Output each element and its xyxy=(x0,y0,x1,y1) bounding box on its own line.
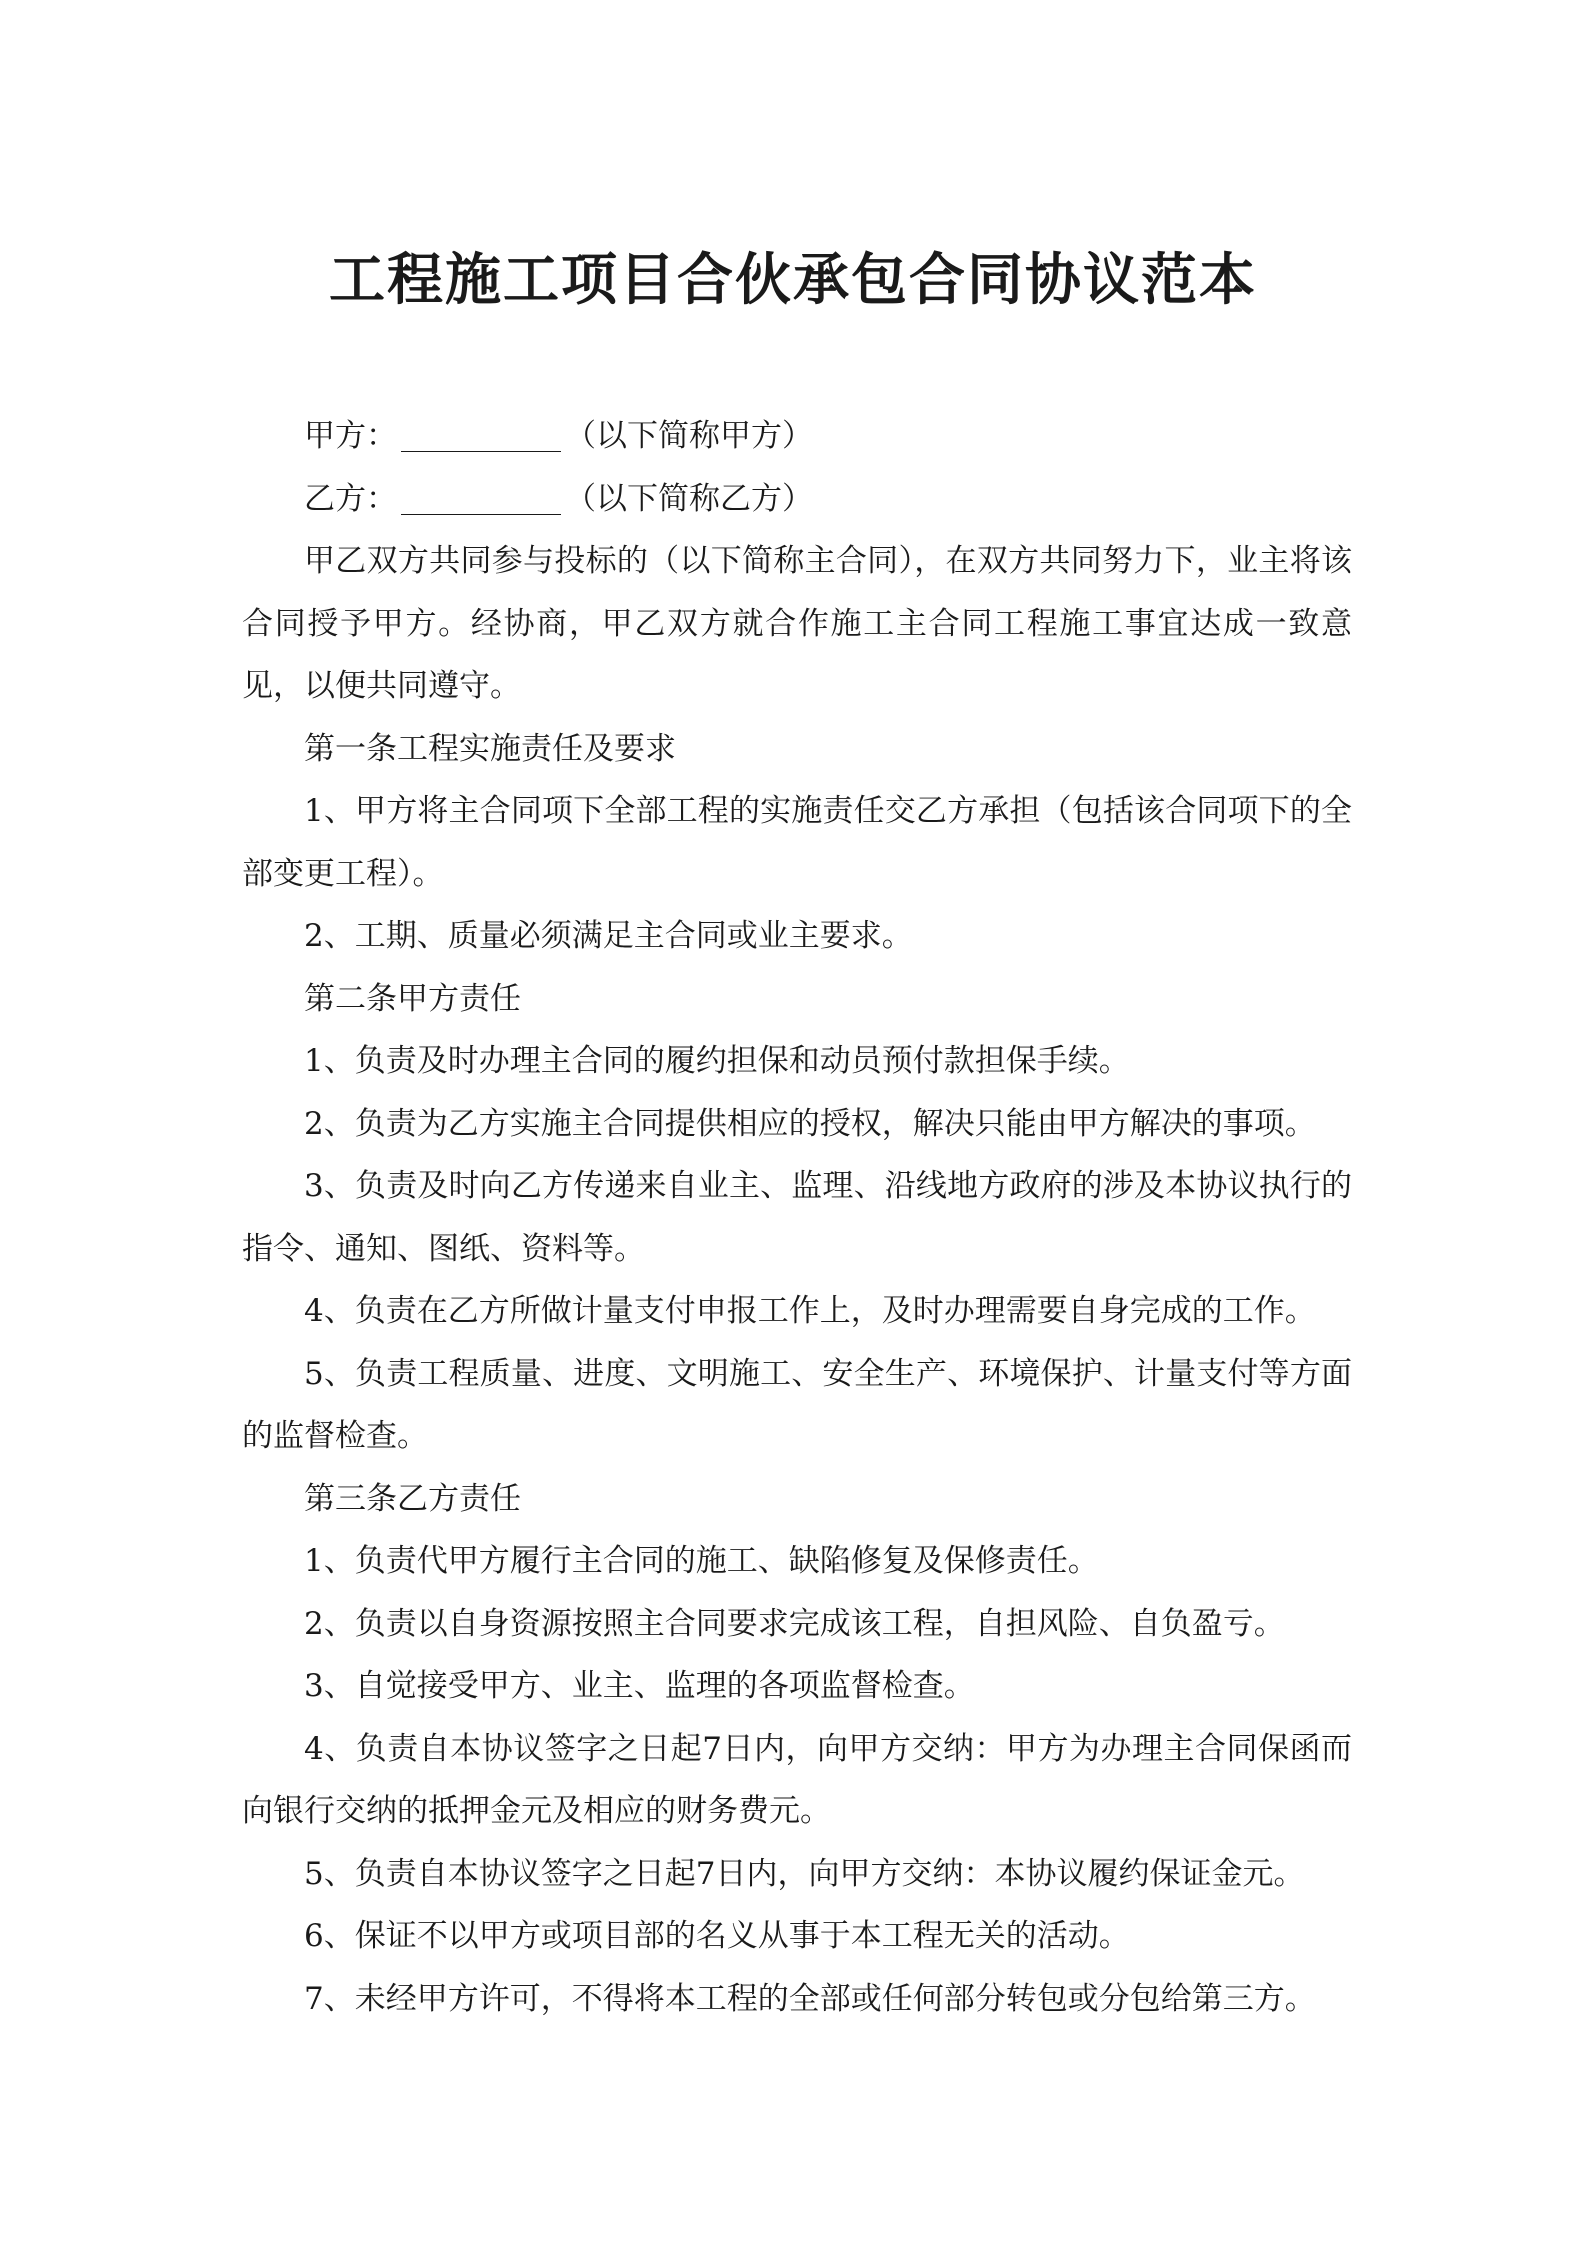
party-a-blank xyxy=(401,417,561,452)
article-3-clause-3: 3、自觉接受甲方、业主、监理的各项监督检查。 xyxy=(304,1668,975,1704)
document-body xyxy=(242,405,1352,2030)
article-1-heading: 第一条工程实施责任及要求 xyxy=(304,730,676,767)
party-b-line xyxy=(242,468,1352,531)
party-a-suffix: （以下简称甲方） xyxy=(565,418,813,454)
party-b-blank xyxy=(401,479,561,514)
article-3-clause-2: 2、负责以自身资源按照主合同要求完成该工程，自担风险、自负盈亏。 xyxy=(304,1605,1285,1642)
article-2-clause-2: 2、负责为乙方实施主合同提供相应的授权，解决只能由甲方解决的事项。 xyxy=(304,1105,1316,1142)
document-title: 工程施工项目合伙承包合同协议范本 xyxy=(329,248,1257,313)
article-3-clause-5: 5、负责自本协议签字之日起7日内，向甲方交纳：本协议履约保证金元。 xyxy=(304,1855,1305,1892)
article-1-clause-2: 2、工期、质量必须满足主合同或业主要求。 xyxy=(304,918,913,954)
party-a-label: 甲方： xyxy=(304,418,397,454)
party-b-label: 乙方： xyxy=(304,480,397,517)
party-a-line xyxy=(242,405,1352,468)
article-3-clause-7: 7、未经甲方许可，不得将本工程的全部或任何部分转包或分包给第三方。 xyxy=(304,1980,1316,2017)
article-3-clause-1: 1、负责代甲方履行主合同的施工、缺陷修复及保修责任。 xyxy=(304,1543,1099,1579)
party-b-suffix: （以下简称乙方） xyxy=(565,480,813,517)
article-2-clause-3: 3、负责及时向乙方传递来自业主、监理、沿线地方政府的涉及本协议执行的指令、通知、图纸、资料等。 xyxy=(242,1168,1352,1267)
article-1-clause-1: 1、甲方将主合同项下全部工程的实施责任交乙方承担（包括该合同项下的全部变更工程）。 xyxy=(242,793,1352,892)
article-2-heading: 第二条甲方责任 xyxy=(304,980,521,1017)
article-2-clause-4: 4、负责在乙方所做计量支付申报工作上，及时办理需要自身完成的工作。 xyxy=(304,1293,1316,1329)
article-3-heading: 第三条乙方责任 xyxy=(304,1480,521,1517)
article-2-clause-5: 5、负责工程质量、进度、文明施工、安全生产、环境保护、计量支付等方面的监督检查。 xyxy=(242,1355,1352,1454)
article-3-clause-6: 6、保证不以甲方或项目部的名义从事于本工程无关的活动。 xyxy=(304,1918,1130,1954)
article-3-clause-4: 4、负责自本协议签字之日起7日内，向甲方交纳：甲方为办理主合同保函而向银行交纳的抵押金元及相应的财务费元。 xyxy=(242,1730,1352,1829)
article-2-clause-1: 1、负责及时办理主合同的履约担保和动员预付款担保手续。 xyxy=(304,1043,1130,1079)
paragraph-intro: 甲乙双方共同参与投标的（以下简称主合同），在双方共同努力下，业主将该合同授予甲方。经协商，甲乙双方就合作施工主合同工程施工事宜达成一致意见，以便共同遵守。 xyxy=(242,543,1352,704)
